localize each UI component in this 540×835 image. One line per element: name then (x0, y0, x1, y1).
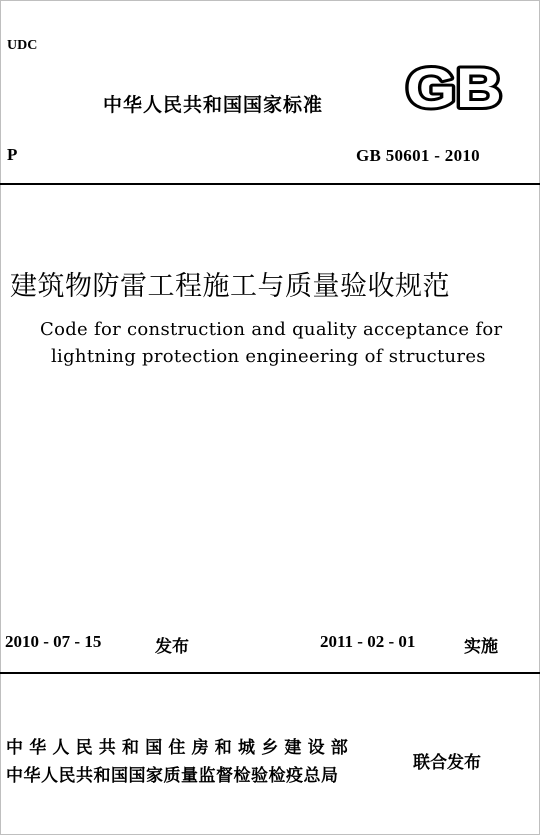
issue-label: 发布 (155, 637, 189, 657)
gb-logo-text: GB (406, 59, 502, 113)
gb-logo (404, 59, 504, 113)
national-standard-heading: 中华人民共和国国家标准 (103, 94, 324, 116)
title-chinese: 建筑物防雷工程施工与质量验收规范 (10, 271, 450, 302)
implementation-date: 2011 - 02 - 01 (320, 632, 416, 651)
publisher-ministry-2: 中华人民共和国国家质量监督检验检疫总局 (6, 766, 339, 786)
top-divider (0, 183, 540, 185)
title-english-line-1: Code for construction and quality acceptance for (40, 319, 503, 340)
title-english-line-2: lightning protection engineering of structures (51, 346, 486, 367)
bottom-divider (0, 672, 540, 674)
issue-date: 2010 - 07 - 15 (5, 632, 102, 651)
standard-number: GB 50601 - 2010 (356, 146, 480, 165)
udc-label: UDC (7, 38, 38, 53)
publisher-ministry-1: 中华人民共和国住房和城乡建设部 (6, 738, 354, 758)
joint-publish-label: 联合发布 (413, 753, 481, 773)
implementation-label: 实施 (464, 637, 498, 657)
classification-code: P (7, 145, 18, 164)
